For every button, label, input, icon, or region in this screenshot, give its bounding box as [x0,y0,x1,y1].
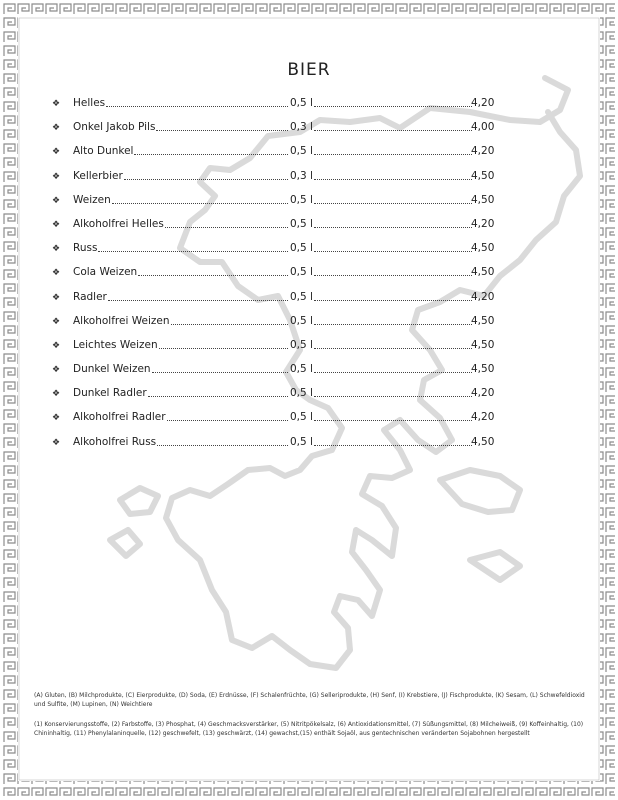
item-volume: 0,5 l [290,242,313,255]
dotted-leader [106,106,288,107]
item-name: Russ [73,242,98,255]
dotted-leader [314,300,472,301]
menu-item [52,335,512,359]
additives-note: (1) Konservierungsstoffe, (2) Farbstoffe, (3) Phosphat, (4) Geschmacksverstärker, (5) Nitritpökelsalz, (6) Antioxidationsmittel, (7) Süßungsmittel, (8) Milcheiweiß, (9) Koffeinhaltig, (10) Chininhaltig, (11) Phenylalaninquelle, (12) geschwefelt, (13) geschwärzt, (14) gewachst,(15) enthält Sojaöl, aus gentechnischen veränderten Sojabohnen hergestellt [34,721,584,737]
item-volume: 0,5 l [290,363,313,376]
menu-item [52,383,512,407]
dotted-leader [314,445,472,446]
page-title: BIER [287,60,331,80]
item-volume: 0,5 l [290,145,313,158]
item-price: 4,50 [471,266,495,279]
dotted-leader [165,227,288,228]
diamond-bullet-icon: ❖ [52,99,61,109]
menu-item [52,287,512,311]
item-price: 4,50 [471,242,495,255]
menu-item [52,407,512,431]
item-price: 4,50 [471,435,495,448]
item-volume: 0,5 l [290,290,313,303]
dotted-leader [152,372,288,373]
diamond-bullet-icon: ❖ [52,147,61,158]
dotted-leader [157,445,288,446]
item-price: 4,50 [471,193,495,206]
item-price: 4,20 [471,387,495,400]
menu-item [52,359,512,383]
item-volume: 0,5 l [290,193,313,206]
dotted-leader [148,396,288,397]
item-name: Onkel Jakob Pils [73,121,156,134]
item-price: 4,20 [471,145,495,158]
item-price: 4,20 [471,217,495,230]
diamond-bullet-icon: ❖ [52,316,61,327]
diamond-bullet-icon: ❖ [52,292,61,303]
item-price: 4,00 [471,121,495,134]
item-volume: 0,5 l [290,338,313,351]
dotted-leader [124,179,288,180]
menu-item [52,262,512,286]
menu-item [52,93,512,117]
dotted-leader [314,420,472,421]
dotted-leader [314,348,472,349]
item-volume: 0,3 l [290,169,313,182]
dotted-leader [314,372,472,373]
item-volume: 0,5 l [290,266,313,279]
diamond-bullet-icon: ❖ [52,437,61,448]
diamond-bullet-icon: ❖ [52,268,61,279]
menu-item [52,238,512,262]
item-price: 4,50 [471,338,495,351]
diamond-bullet-icon: ❖ [52,219,61,230]
dotted-leader [138,275,288,276]
dotted-leader [314,324,472,325]
item-price: 4,20 [471,290,495,303]
item-price: 4,50 [471,363,495,376]
beer-list [52,93,512,456]
menu-item [52,214,512,238]
dotted-leader [171,324,288,325]
diamond-bullet-icon: ❖ [52,171,61,182]
item-name: Radler [73,290,107,303]
diamond-bullet-icon: ❖ [52,340,61,351]
diamond-bullet-icon: ❖ [52,195,61,206]
menu-item [52,141,512,165]
item-name: Alkoholfrei Radler [73,411,166,424]
dotted-leader [314,130,472,131]
item-name: Kellerbier [73,169,123,182]
item-volume: 0,3 l [290,121,313,134]
item-volume: 0,5 l [290,411,313,424]
item-price: 4,50 [471,169,495,182]
dotted-leader [314,396,472,397]
dotted-leader [159,348,288,349]
diamond-bullet-icon: ❖ [52,389,61,400]
dotted-leader [108,300,288,301]
item-name: Alkoholfrei Russ [73,435,157,448]
diamond-bullet-icon: ❖ [52,365,61,376]
dotted-leader [112,203,288,204]
item-name: Dunkel Radler [73,387,147,400]
dotted-leader [167,420,288,421]
item-volume: 0,5 l [290,97,313,109]
item-volume: 0,5 l [290,387,313,400]
dotted-leader [314,154,472,155]
item-volume: 0,5 l [290,217,313,230]
item-volume: 0,5 l [290,435,313,448]
allergens-note: (A) Gluten, (B) Milchprodukte, (C) Eierprodukte, (D) Soda, (E) Erdnüsse, (F) Schalenfrüchte, (G) Selleriprodukte, (H) Senf, (I) Krebstiere, (J) Fischprodukte, (K) Sesam, (L) Schwefeldioxid und Sulfite, (M) Lupinen, (N) Weichtiere [34,692,585,708]
dotted-leader [314,203,472,204]
item-volume: 0,5 l [290,314,313,327]
item-name: Weizen [73,193,111,206]
item-name: Alkoholfrei Weizen [73,314,170,327]
menu-item [52,166,512,190]
menu-item [52,117,512,141]
diamond-bullet-icon: ❖ [52,413,61,424]
dotted-leader [314,227,472,228]
menu-item [52,311,512,335]
dotted-leader [314,179,472,180]
dotted-leader [314,275,472,276]
item-name: Dunkel Weizen [73,363,151,376]
diamond-bullet-icon: ❖ [52,244,61,255]
dotted-leader [314,106,472,107]
item-name: Cola Weizen [73,266,138,279]
menu-item [52,190,512,214]
item-name: Helles [73,97,106,109]
item-name: Leichtes Weizen [73,338,158,351]
item-price: 4,50 [471,314,495,327]
item-price: 4,20 [471,411,495,424]
item-price: 4,20 [471,97,495,109]
diamond-bullet-icon: ❖ [52,123,61,134]
item-name: Alkoholfrei Helles [73,217,164,230]
item-name: Alto Dunkel [73,145,134,158]
menu-item [52,432,512,456]
dotted-leader [98,251,288,252]
dotted-leader [314,251,472,252]
dotted-leader [156,130,288,131]
dotted-leader [134,154,288,155]
